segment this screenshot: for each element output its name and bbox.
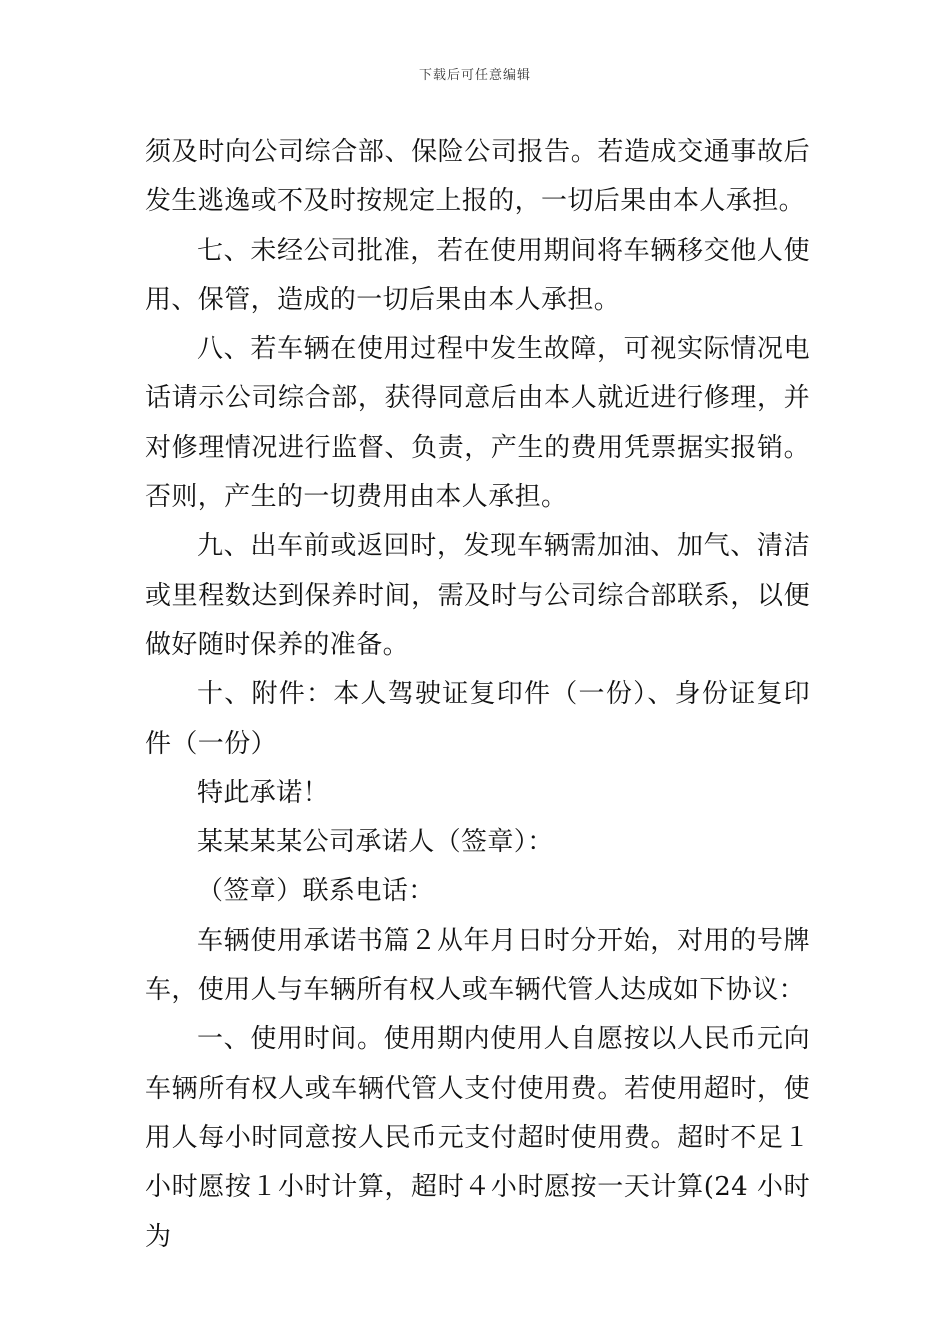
paragraph-item-9: 九、出车前或返回时，发现车辆需加油、加气、清洁或里程数达到保养时间，需及时与公司综合部联系，以便做好随时保养的准备。	[145, 531, 810, 660]
paragraph-item-7: 七、未经公司批准，若在使用期间将车辆移交他人使用、保管，造成的一切后果由本人承担。	[145, 235, 810, 315]
paragraph-article-2-intro: 车辆使用承诺书篇２从年月日时分开始，对用的号牌车，使用人与车辆所有权人或车辆代管人达成如下协议：	[145, 925, 810, 1006]
paragraph-continuation: 须及时向公司综合部、保险公司报告。若造成交通事故后发生逃逸或不及时按规定上报的，一切后果由本人承担。	[145, 137, 810, 217]
paragraph-closing: 特此承诺！	[197, 777, 330, 808]
paragraph-signature: 某某某某公司承诺人（签章）：	[197, 827, 554, 858]
page-header: 下载后可任意编辑	[418, 68, 531, 83]
paragraph-item-8: 八、若车辆在使用过程中发生故障，可视实际情况电话请示公司综合部，获得同意后由本人就近进行修理，并对修理情况进行监督、负责，产生的费用凭票据实报销。否则，产生的一切费用由本人承担。	[145, 334, 810, 513]
document-body	[145, 128, 810, 1262]
paragraph-item-10: 十、附件：本人驾驶证复印件（一份）、身份证复印件（一份）	[145, 679, 810, 759]
paragraph-contact: （签章）联系电话：	[197, 876, 435, 907]
paragraph-article-2-item-1: 一、使用时间。使用期内使用人自愿按以人民币元向车辆所有权人或车辆代管人支付使用费。若使用超时，使用人每小时同意按人民币元支付超时使用费。超时不足１小时愿按１小时计算，超时４小时愿按一天计算(24 小时为	[145, 1024, 810, 1252]
